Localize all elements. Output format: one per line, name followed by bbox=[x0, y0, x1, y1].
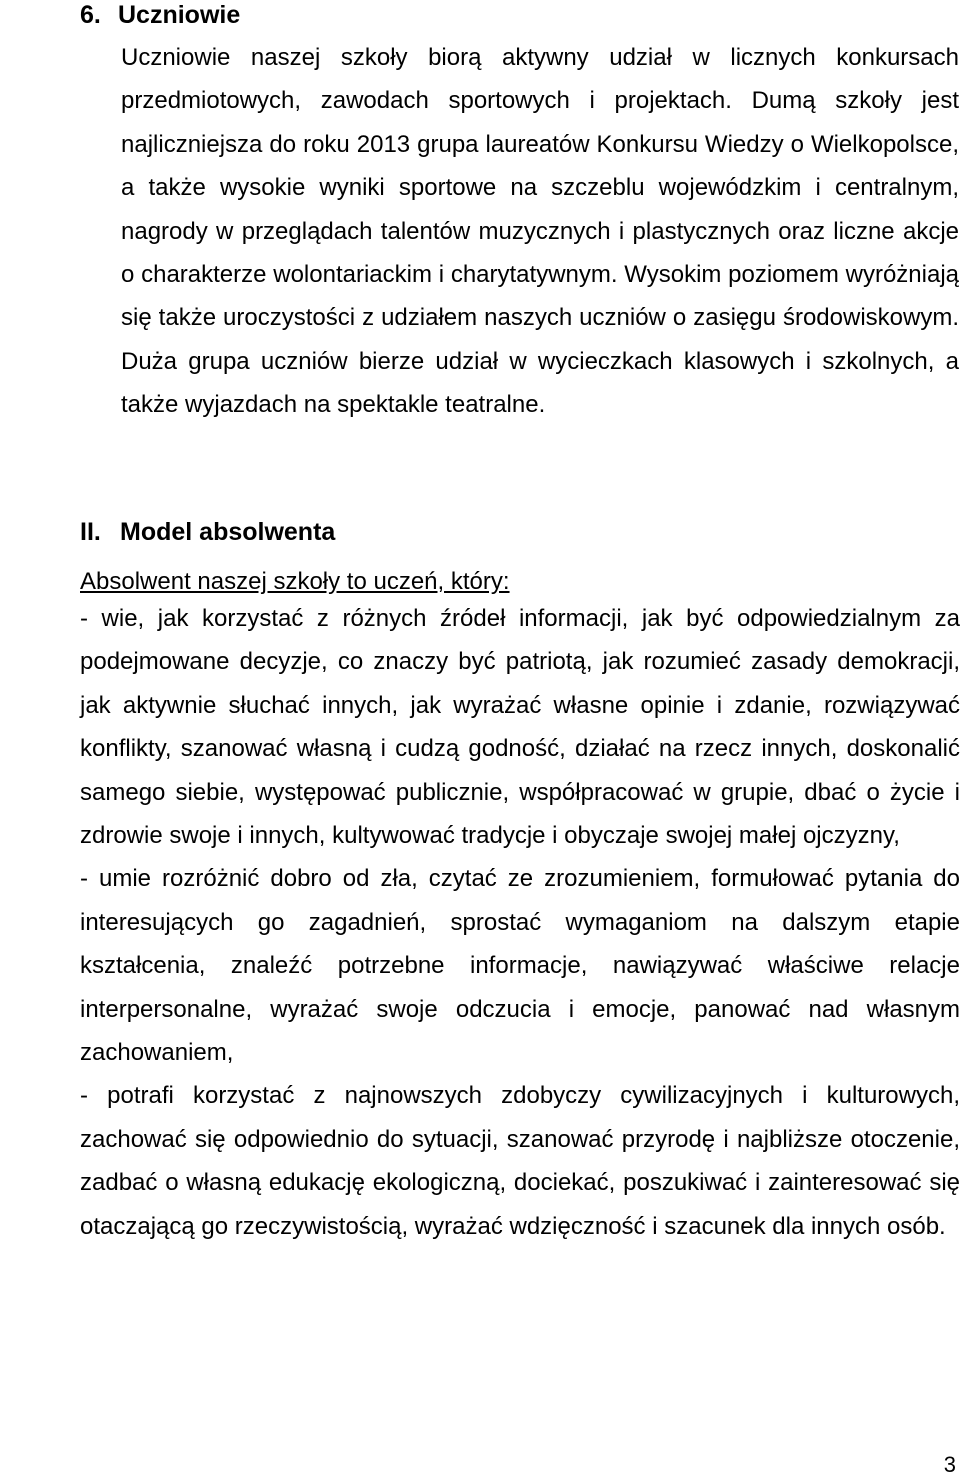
section-number: 6. bbox=[80, 1, 101, 29]
section-title: Uczniowie bbox=[118, 1, 241, 29]
list-item-potrafi: - potrafi korzystać z najnowszych zdobyczy cywilizacyjnych i kulturowych, zachować się odpowiednio do sytuacji, szanować przyrodę i najbliższe otoczenie, zadbać o własną edukację ekologiczną, dociekać, poszukiwać i zainteresować się otaczającą go rzeczywistością, wyrażać wdzięczność i szacunek dla innych osób. bbox=[80, 1082, 960, 1240]
uczniowie-paragraph: Uczniowie naszej szkoły biorą aktywny udział w licznych konkursach przedmiotowych, zawodach sportowych i projektach. Dumą szkoły jest najliczniejsza do roku 2013 grupa laureatów Konkursu Wiedzy o Wielkopolsce, a także wysokie wyniki sportowe na szczeblu wojewódzkim i centralnym, nagrody w przeglądach talentów muzycznych i plastycznych oraz liczne akcje o charakterze wolontariackim i charytatywnym. Wysokim poziomem wyróżniają się także uroczystości z udziałem naszych uczniów o zasięgu środowiskowym. Duża grupa uczniów bierze udział w wycieczkach klasowych i szkolnych, a także wyjazdach na spektakle teatralne. bbox=[121, 44, 959, 419]
section-title: Model absolwenta bbox=[120, 518, 336, 546]
absolwent-intro: Absolwent naszej szkoły to uczeń, który: bbox=[80, 568, 510, 595]
list-item-wie: - wie, jak korzystać z różnych źródeł informacji, jak być odpowiedzialnym za podejmowane decyzje, co znaczy być patriotą, jak rozumieć zasady demokracji, jak aktywnie słuchać innych, jak wyrażać własne opinie i zdanie, rozwiązywać konflikty, szanować własną i cudzą godność, działać na rzecz innych, doskonalić samego siebie, występować publicznie, współpracować w grupie, dbać o życie i zdrowie swoje i innych, kultywować tradycje i obyczaje swojej małej ojczyzny, bbox=[80, 605, 960, 850]
absolwent-list bbox=[80, 597, 960, 1248]
list-item-umie: - umie rozróżnić dobro od zła, czytać ze zrozumieniem, formułować pytania do interesujących go zagadnień, sprostać wymaganiom na dalszym etapie kształcenia, znaleźć potrzebne informacje, nawiązywać właściwe relacje interpersonalne, wyrażać swoje odczucia i emocje, panować nad własnym zachowaniem, bbox=[80, 865, 960, 1067]
section-number: II. bbox=[80, 518, 101, 546]
page-number: 3 bbox=[943, 1452, 956, 1477]
section-heading-model-absolwenta bbox=[80, 517, 335, 547]
section-heading-uczniowie bbox=[80, 0, 240, 30]
